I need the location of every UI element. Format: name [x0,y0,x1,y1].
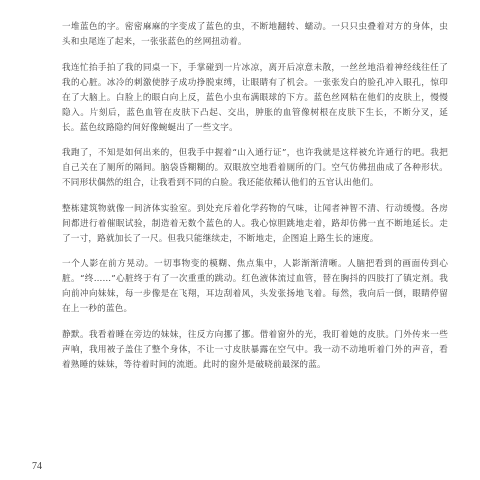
page-number: 74 [32,461,42,472]
paragraph-4: 整栋建筑物就像一间济体实验室。到处充斥着化学药物的气味，让闻者神智不清、行动缓慢。各房间都进行着催眠试验，制造着无数个蓝色的人。我心惊胆跳地走着，路却仿佛一直不断地延长。走了一寸，路就加长了一尺。但我只能继续走，不断地走，企图追上路生长的速度。 [62,203,448,244]
paragraph-6: 静默。我看着睡在旁边的妹妹，往反方向挪了挪。借着窗外的光，我盯着她的皮肤。门外传来一些声响，我用被子盖住了整个身体，不让一寸皮肤暴露在空气中。我一动不动地听着门外的声音，看着熟睡的妹妹，等待着时间的流逝。此时的窗外是破晓前最深的蓝。 [62,329,448,370]
paragraph-1: 一堆蓝色的字。密密麻麻的字变成了蓝色的虫，不断地翻转、蠕动。一只只虫叠着对方的身体，虫头和虫尾连了起来，一张张蓝色的丝网扭动着。 [62,22,448,47]
page-body [62,20,448,383]
paragraph-3: 我跑了，不知是如何出来的，但我手中握着“山入通行证”，也许我就是这样被允许通行的吧。我把自己关在了厕所的隔间。脑袋昏糊糊的。双眼放空地看着厕所的门。空气仿佛扭曲成了各种形状。不同形状偶然的组合，让我看到不同的白脸。我还能依稀认他们的五官认出他们。 [62,148,448,188]
paragraph-2: 我连忙抬手拍了我的同桌一下，手掌碰到一片冰凉，离开后凉意未散，一丝丝地沿着神经线往任了我的心脏。冰冷的刺激使脖子成功挣脱束缚，让眼睛有了机会。一张张发白的脸孔冲入眼孔，惊印在了大脑上。白脸上的眼白向上反，蓝色小虫布满眼球的下方。蓝色丝网粘在他们的皮肤上，慢慢隐入。片刻后，蓝色血管在皮肤下凸起、交出，肿胀的血管像树根在皮肤下生长，不断分叉，延长。蓝色纹路隐约间好像蜿蜒出了一些文字。 [62,62,448,133]
paragraph-5: 一个人影在前方晃动。一切事物变的模糊、焦点集中，人影渐渐清晰。人脑把看到的画面传到心脏。“终……”心脏终于有了一次重重的跳动。红色液体流过血管，替在胸抖的四肢打了镇定剂。我向前冲向妹妹，每一步像是在飞翔，耳边刮着风，头发张扬地飞着。每然，我向后一倒，眼睛停留在上一秒的蓝色。 [62,259,448,314]
